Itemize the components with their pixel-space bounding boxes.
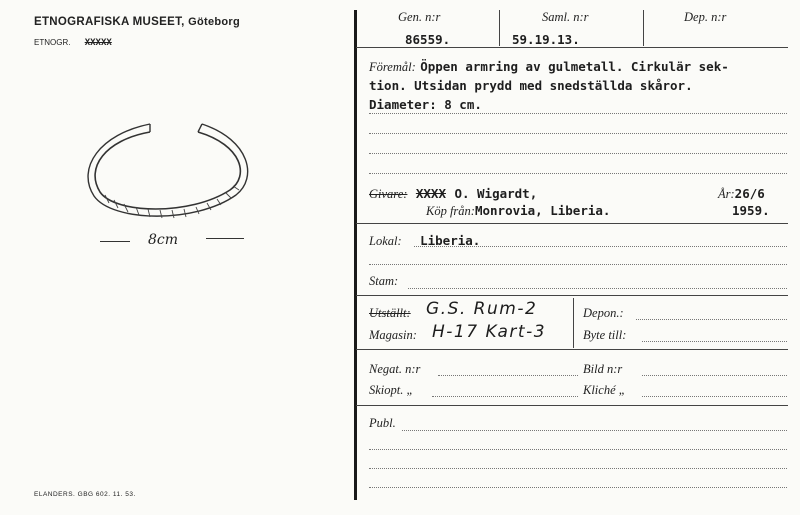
etnogr-label: ETNOGR.: [34, 38, 71, 47]
dotted-line: [636, 319, 787, 320]
dep-nr-label: Dep. n:r: [684, 10, 727, 24]
museum-title: [34, 16, 240, 28]
dotted-line: [642, 375, 787, 376]
description-line-3: Diameter: 8 cm.: [369, 97, 482, 112]
utstall-label: Utställt:: [369, 306, 411, 320]
dotted-line: [642, 341, 787, 342]
dotted-line: [408, 288, 787, 289]
ar-label: År:: [718, 187, 735, 201]
cell-divider-2: [643, 10, 644, 46]
section-rule: [356, 405, 788, 406]
lokal-row: [369, 232, 480, 250]
givare-row: Givare: XXXX O. Wigardt,: [369, 186, 538, 201]
section-rule: [356, 295, 788, 296]
museum-name: ETNOGRAFISKA MUSEET,: [34, 16, 185, 28]
saml-nr-value: 59.19.13.: [512, 32, 580, 47]
saml-nr-label: Saml. n:r: [542, 10, 589, 24]
givare-name: O. Wigardt,: [454, 186, 538, 201]
gen-nr-label: Gen. n:r: [398, 10, 441, 24]
dotted-line: [369, 468, 787, 469]
dotted-line: [369, 133, 787, 134]
dotted-line: [369, 487, 787, 488]
museum-city: Göteborg: [188, 16, 241, 28]
kop-row: [426, 202, 610, 220]
dotted-line: [369, 264, 787, 265]
armring-drawing: [80, 110, 260, 220]
lokal-label: Lokal:: [369, 234, 402, 248]
dotted-line: [642, 396, 787, 397]
skiopt-label: Skiopt. „: [369, 383, 414, 397]
header-rule: [356, 47, 788, 48]
magasin-value: H-17 Kart-3: [432, 322, 547, 342]
foremal-label: Föremål:: [369, 60, 416, 74]
bild-label: Bild n:r: [583, 362, 623, 376]
byte-label: Byte till:: [583, 328, 627, 342]
depon-label: Depon.:: [583, 306, 624, 320]
dotted-line: [414, 246, 787, 247]
kliche-label: Kliché „: [583, 383, 626, 397]
scale-line-left: [100, 241, 130, 242]
dotted-line: [369, 173, 787, 174]
lokal-value: Liberia.: [420, 233, 481, 248]
gen-nr-value: 86559.: [405, 32, 451, 47]
ar-field: [718, 185, 765, 203]
dotted-line: [432, 396, 578, 397]
scale-note: 8cm: [148, 232, 179, 248]
ar-value: 26/6: [734, 186, 765, 201]
etnogr-struck-value: XXXXX: [84, 38, 112, 48]
section-rule: [356, 223, 788, 224]
dotted-line: [438, 375, 578, 376]
dotted-line: [369, 113, 787, 114]
year-value: 1959.: [732, 203, 770, 218]
etnogr-line: [34, 38, 112, 48]
kop-label: Köp från:: [426, 204, 475, 218]
section-rule: [356, 349, 788, 350]
magasin-label: Magasin:: [369, 328, 417, 342]
printer-note: ELANDERS. GBG 602. 11. 53.: [34, 491, 136, 498]
negat-label: Negat. n:r: [369, 362, 421, 376]
card-left-border: [354, 10, 357, 500]
dotted-line: [402, 430, 787, 431]
publ-label: Publ.: [369, 416, 396, 430]
description-line-2: tion. Utsidan prydd med snedställda skåror.: [369, 78, 693, 93]
dotted-line: [369, 449, 787, 450]
cell-divider-1: [499, 10, 500, 46]
foremal-section: [369, 58, 794, 76]
scale-line-right: [206, 238, 244, 239]
utstall-value: G.S. Rum-2: [426, 299, 538, 319]
description-line-1: Öppen armring av gulmetall. Cirkulär sek-: [420, 59, 729, 74]
kop-value: Monrovia, Liberia.: [474, 203, 611, 218]
givare-label-struck: Givare:: [369, 187, 408, 201]
dotted-line: [369, 153, 787, 154]
cell-divider-3: [573, 298, 574, 348]
stam-label: Stam:: [369, 274, 399, 288]
